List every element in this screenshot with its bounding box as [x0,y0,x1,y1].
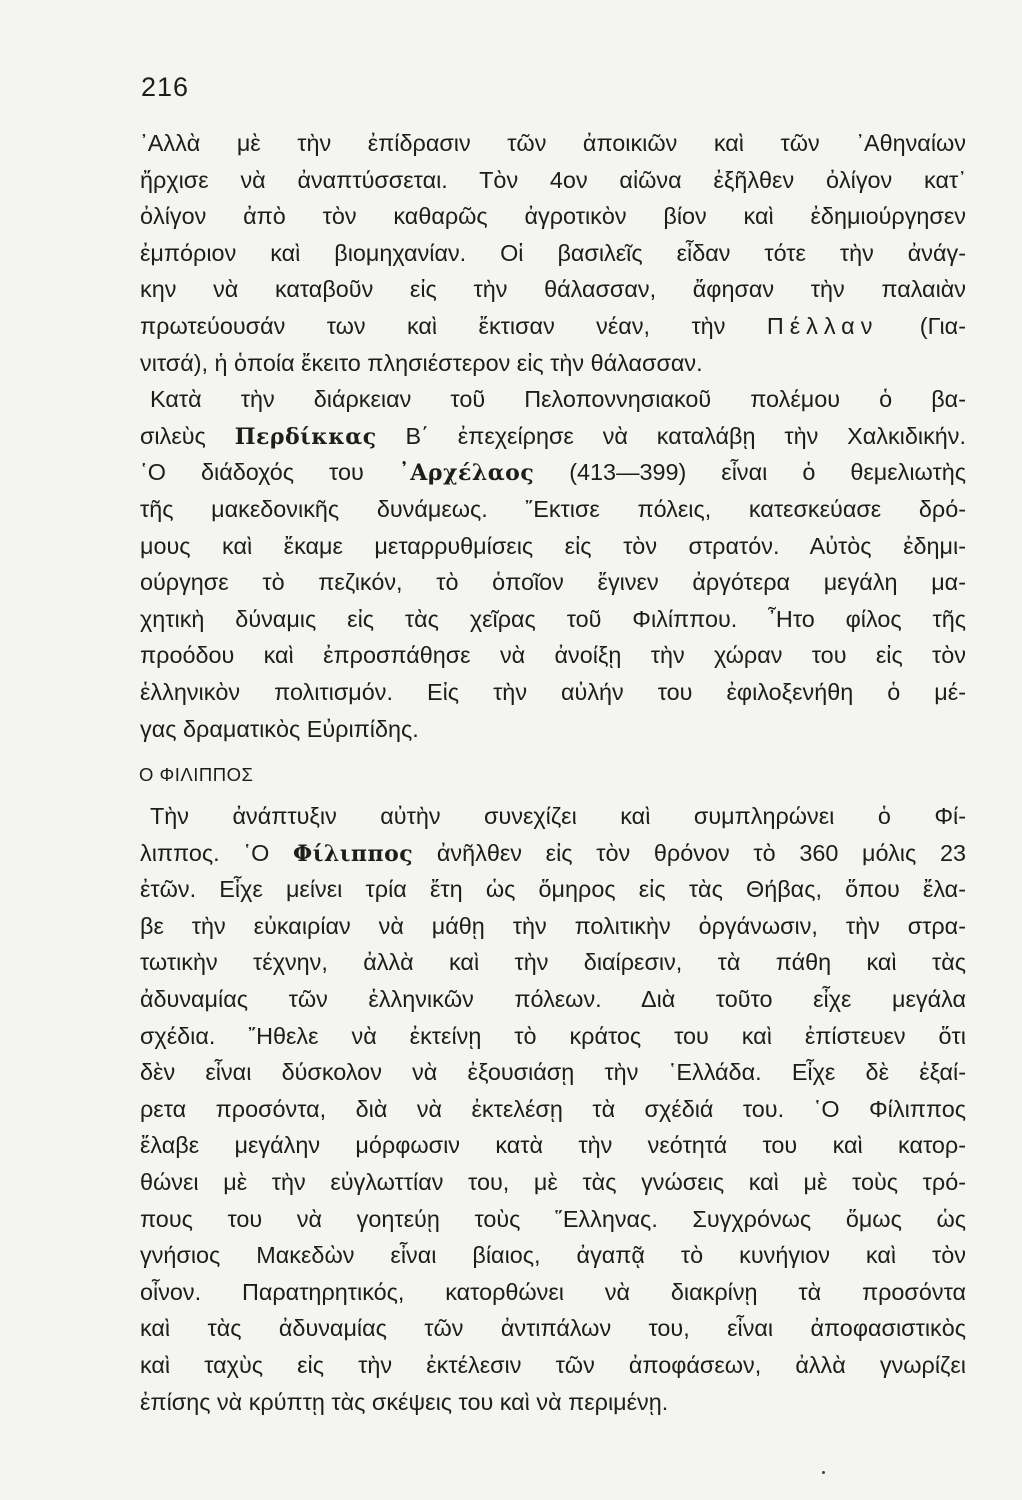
text-line: ἑλληνικὸν πολιτισμόν. Εἰς τὴν αὐλήν του ἐφιλοξενήθη ὁ μέ- [140,678,966,705]
text-line: καὶ ταχὺς εἰς τὴν ἐκτέλεσιν τῶν ἀποφάσεων, ἀλλὰ γνωρίζει [140,1351,966,1378]
text-line: νιτσά), ἡ ὁποία ἔκειτο πλησιέστερον εἰς τὴν θάλασσαν. [140,349,703,376]
text-run: (Για- [878,312,966,339]
text-run: σιλεὺς [140,422,235,449]
text-line: ἔλαβε μεγάλην μόρφωσιν κατὰ τὴν νεότητά του καὶ κατορ- [140,1132,966,1159]
bold-name: ᾿Αρχέλαος [398,460,535,487]
text-line: ὀλίγον ἀπὸ τὸν καθαρῶς ἀγροτικὸν βίον καὶ ἐδημιούργησεν [140,203,966,230]
text-run: ῾Ο διάδοχός του [140,459,399,486]
bold-name: Περδίκκας [234,423,377,450]
text-line: Κατὰ τὴν διάρκειαν τοῦ Πελοποννησιακοῦ πολέμου ὁ βα- [150,386,966,413]
text-line: θώνει μὲ τὴν εὐγλωττίαν του, μὲ τὰς γνώσεις καὶ μὲ τοὺς τρό- [140,1168,966,1195]
text-line: βε τὴν εὐκαιρίαν νὰ μάθῃ τὴν πολιτικὴν ὀργάνωσιν, τὴν στρα- [140,912,966,939]
text-line: ἤρχισε νὰ ἀναπτύσσεται. Τὸν 4ον αἰῶνα ἐξῆλθεν ὀλίγον κατ᾿ [140,166,966,193]
text-line: γας δραματικὸς Εὐριπίδης. [140,715,419,742]
text-line: μους καὶ ἔκαμε μεταρρυθμίσεις εἰς τὸν στρατόν. Αὐτὸς ἐδημι- [140,532,966,559]
text-run: πρωτεύουσάν των καὶ ἔκτισαν νέαν, τὴν [140,312,767,339]
text-line: γνήσιος Μακεδὼν εἶναι βίαιος, ἀγαπᾷ τὸ κυνήγιον καὶ τὸν [140,1242,966,1269]
text-run: ἀνῆλθεν εἰς τὸν θρόνον τὸ 360 μόλις 23 [413,839,966,866]
text-line: ἐτῶν. Εἶχε μείνει τρία ἔτη ὡς ὅμηρος εἰς τὰς Θήβας, ὅπου ἔλα- [140,876,966,903]
text-block-lower [140,798,966,1420]
text-line: καὶ τὰς ἀδυναμίας τῶν ἀντιπάλων του, εἶναι ἀποφασιστικὸς [140,1315,966,1342]
text-line: σχέδια. ῎Ηθελε νὰ ἐκτείνῃ τὸ κράτος του καὶ ἐπίστευεν ὅτι [140,1022,966,1049]
text-line [140,308,966,345]
paragraph-philip [140,798,966,1420]
text-line: ούργησε τὸ πεζικόν, τὸ ὁποῖον ἔγινεν ἀργότερα μεγάλη μα- [140,569,966,596]
text-run: Β΄ ἐπεχείρησε νὰ καταλάβῃ τὴν Χαλκιδικήν. [376,422,966,449]
text-block-upper [140,125,966,747]
text-line: δὲν εἶναι δύσκολον νὰ ἐξουσιάσῃ τὴν ῾Ελλάδα. Εἶχε δὲ ἐξαί- [140,1059,966,1086]
section-title: Ο ΦΙΛΙΠΠΟΣ [139,764,254,785]
page-number: 216 [141,72,190,102]
text-line: ἀδυναμίας τῶν ἑλληνικῶν πόλεων. Διὰ τοῦτο εἶχε μεγάλα [140,985,966,1012]
text-line [140,835,966,872]
print-speck [822,1471,825,1474]
text-line: ρετα προσόντα, διὰ νὰ ἐκτελέσῃ τὰ σχέδιά του. ῾Ο Φίλιππος [140,1095,966,1122]
text-line: τῆς μακεδονικῆς δυνάμεως. ῎Εκτισε πόλεις, κατεσκεύασε δρό- [140,495,966,522]
text-line: προόδου καὶ ἐπροσπάθησε νὰ ἀνοίξῃ τὴν χώραν του εἰς τὸν [140,642,966,669]
text-line: ᾿Αλλὰ μὲ τὴν ἐπίδρασιν τῶν ἀποικιῶν καὶ τῶν ᾿Αθηναίων [140,130,966,156]
text-run: λιππος. ῾Ο [140,839,294,866]
text-line: κην νὰ καταβοῦν εἰς τὴν θάλασσαν, ἄφησαν τὴν παλαιὰν [140,276,966,303]
bold-name: Φίλιππος [293,840,414,867]
text-line: πους του νὰ γοητεύῃ τοὺς ῞Ελληνας. Συγχρόνως ὅμως ὡς [140,1205,966,1232]
spaced-name: Πέλλαν [766,312,879,339]
text-line: ἐμπόριον καὶ βιομηχανίαν. Οἱ βασιλεῖς εἶδαν τότε τὴν ἀνάγ- [140,239,966,266]
paragraph-archelaos [140,381,966,747]
text-line: Τὴν ἀνάπτυξιν αὐτὴν συνεχίζει καὶ συμπληρώνει ὁ Φί- [150,803,966,829]
paragraph-macedonia-growth [140,125,966,381]
text-line: χητικὴ δύναμις εἰς τὰς χεῖρας τοῦ Φιλίππου. ῏Ητο φίλος τῆς [140,605,966,632]
text-line: ἐπίσης νὰ κρύπτῃ τὰς σκέψεις του καὶ νὰ περιμένῃ. [140,1388,669,1415]
text-line [140,454,966,491]
text-line: τωτικὴν τέχνην, ἀλλὰ καὶ τὴν διαίρεσιν, τὰ πάθη καὶ τὰς [140,949,966,976]
text-line: οἶνον. Παρατηρητικός, κατορθώνει νὰ διακρίνῃ τὰ προσόντα [140,1278,966,1305]
text-run: (413—399) εἶναι ὁ θεμελιωτὴς [534,459,967,486]
text-line [140,418,966,455]
